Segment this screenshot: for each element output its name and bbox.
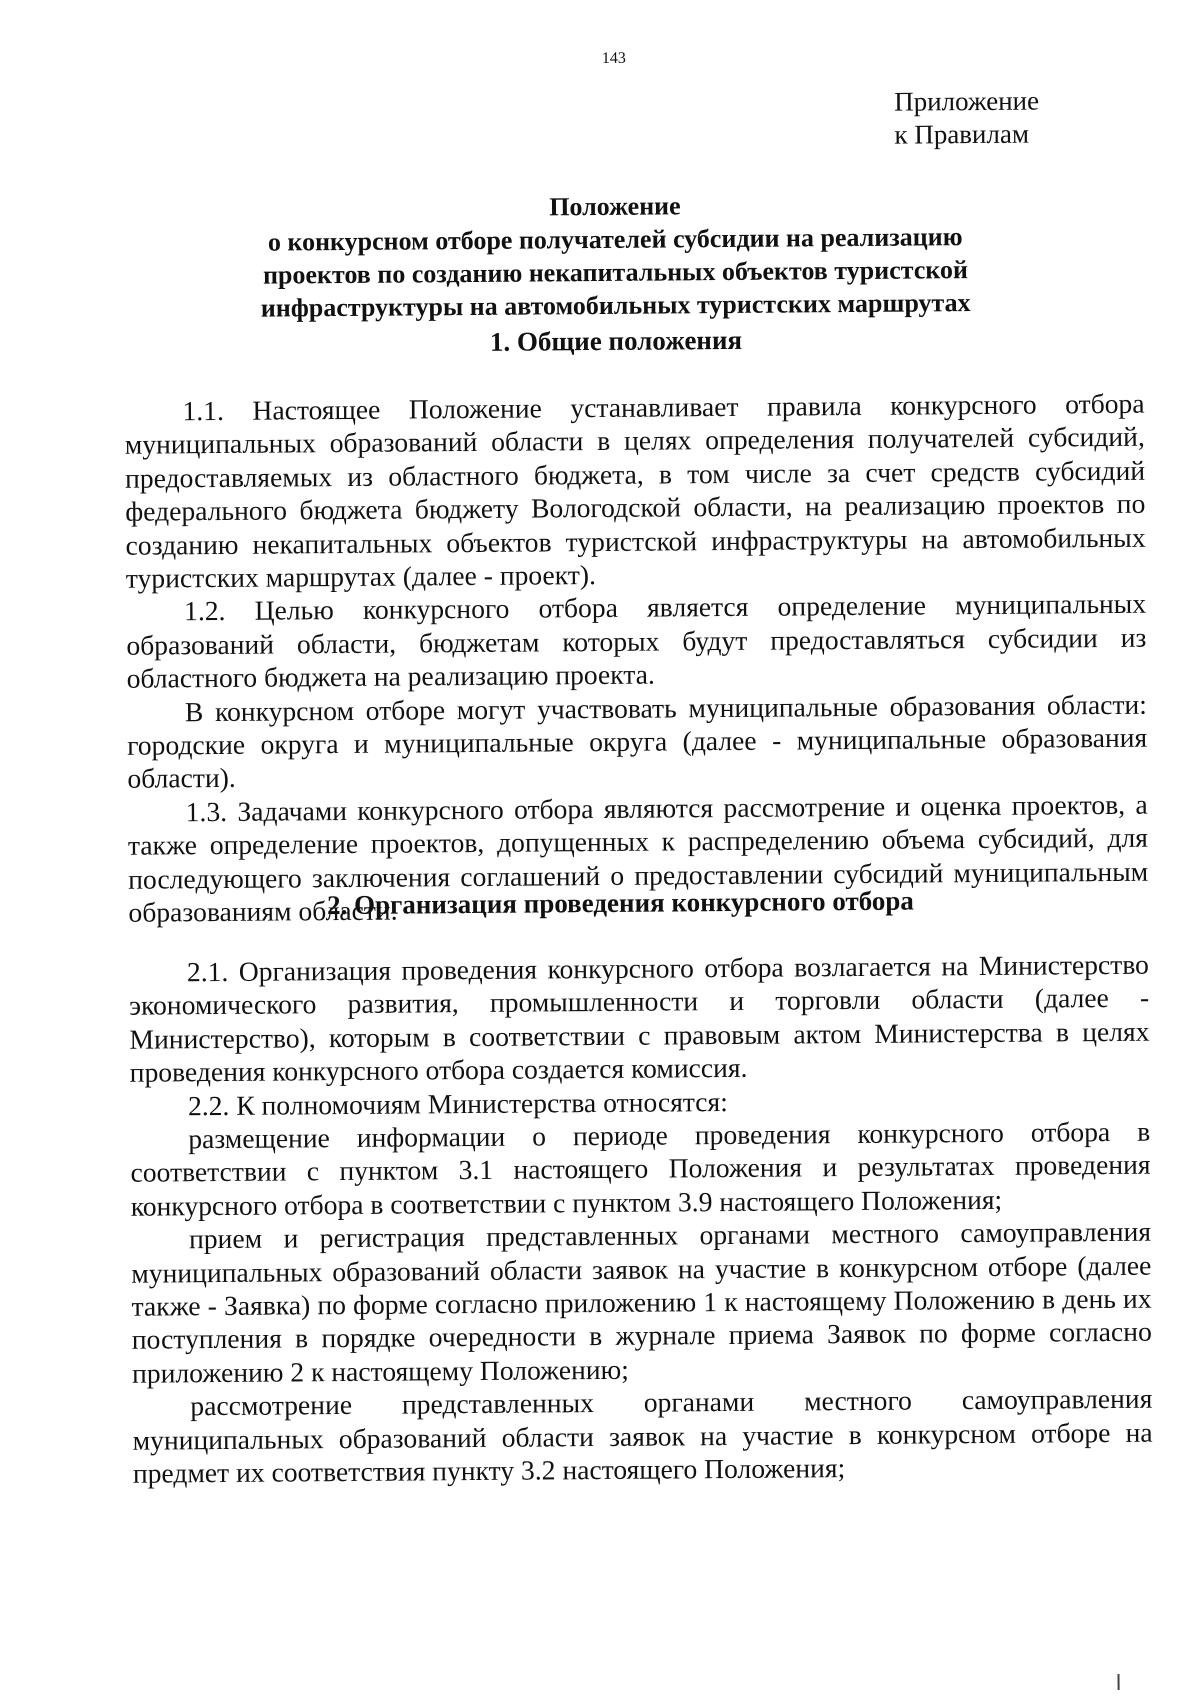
section-2-body [129, 948, 1153, 1490]
section-1-body [124, 387, 1148, 929]
paragraph-1-3: 1.3. Задачами конкурсного отбора являются рассмотрение и оценка проектов, а также определение проектов, допущенных к распределению объема субсидий, для последующего заключения соглашений о предоставлении субсидий муниципальным образованиям области. [127, 788, 1149, 928]
scan-mark [1117, 1674, 1119, 1690]
paragraph-1-1: 1.1. Настоящее Положение устанавливает правила конкурсного отбора муниципальных образований области в целях определения получателей субсидий, предоставляемых из областного бюджета, в том числе за счет средств субсидий федерального бюджета бюджету Вологодской области, на реализацию проектов по созданию некапитальных объектов туристской инфраструктуры на автомобильных туристских маршрутах (далее - проект). [124, 387, 1146, 594]
paragraph-1-2: 1.2. Целью конкурсного отбора является определение муниципальных образований области, бюджетам которых будут предоставляться субсидии из областного бюджета на реализацию проекта. [126, 588, 1147, 694]
title-line-3: проектов по созданию некапитальных объектов туристской [262, 255, 969, 290]
title-line-1: Положение [549, 191, 681, 222]
appendix-line-1: Приложение [894, 85, 1040, 117]
appendix-note [894, 84, 1155, 152]
title-line-2: о конкурсном отборе получателей субсидии на реализацию [267, 222, 963, 257]
paragraph-2-2-item-1: размещение информации о периоде проведения конкурсного отбора в соответствии с пунктом 3.1 настоящего Положения и результатах проведения конкурсного отбора в соответствии с пунктом 3.9 настоящего Положения; [130, 1115, 1151, 1222]
section-2-heading: 2. Организация проведения конкурсного отбора [326, 885, 914, 921]
paragraph-1-2-participants: В конкурсном отборе могут участвовать муниципальные образования области: городские округа и муниципальные округа (далее - муниципальные образования области). [127, 688, 1148, 795]
document-title [115, 186, 1116, 326]
paragraph-2-2-item-2: прием и регистрация представленных органами местного самоуправления муниципальных образований области заявок на участие в конкурсном отборе (далее также - Заявка) по форме согласно приложению 1 к настоящему Положению в день их поступления в порядке очередности в журнале приема Заявок по форме согласно приложению 2 к настоящему Положению; [131, 1215, 1152, 1389]
section-1-heading: 1. Общие положения [489, 324, 743, 357]
page-number: 143 [601, 49, 626, 67]
paragraph-2-2-item-3: рассмотрение представленных органами местного самоуправления муниципальных образований области заявок на участие в конкурсном отборе на предмет их соответствия пункту 3.2 настоящего Положения; [132, 1382, 1153, 1489]
title-line-4: инфраструктуры на автомобильных туристских маршрутах [260, 288, 971, 323]
paragraph-2-2: 2.2. К полномочиям Министерства относятся: [187, 1085, 728, 1121]
paragraph-2-1: 2.1. Организация проведения конкурсного отбора возлагается на Министерство экономического развития, промышленности и торговли области (далее - Министерство), которым в соответствии с правовым актом Министерства в целях проведения конкурсного отбора создается комиссия. [129, 948, 1150, 1088]
appendix-line-2: к Правилам [894, 118, 1030, 150]
